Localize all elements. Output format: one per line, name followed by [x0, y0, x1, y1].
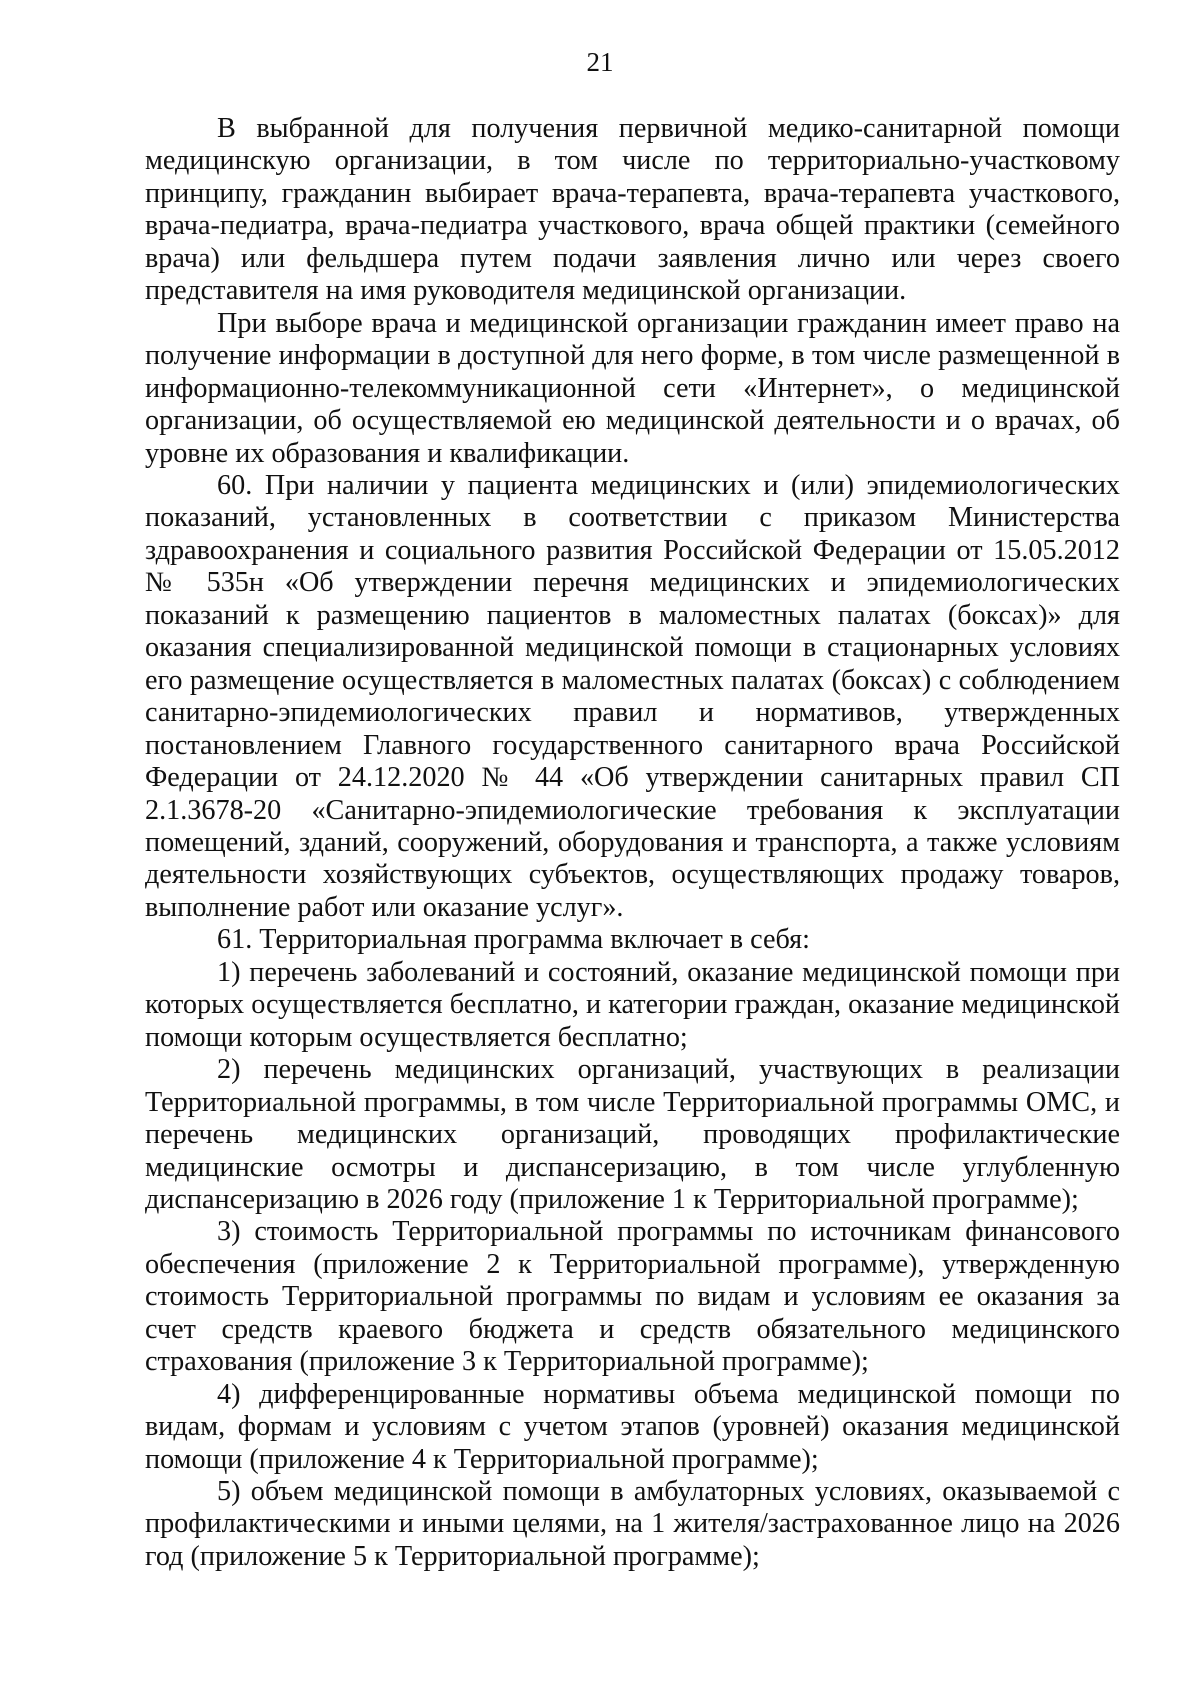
list-item-1: 1) перечень заболеваний и состояний, оказание медицинской помощи при которых осуществляется бесплатно, и категории граждан, оказание медицинской помощи которым осуществляется бесплатно;: [145, 956, 1120, 1053]
list-item-2: 2) перечень медицинских организаций, участвующих в реализации Территориальной программы, в том числе Территориальной программы ОМС, и перечень медицинских организаций, проводящих профилактические медицинские осмотры и диспансеризацию, в том числе углубленную диспансеризацию в 2026 году (приложение 1 к Территориальной программе);: [145, 1054, 1120, 1215]
list-item-5: 5) объем медицинской помощи в амбулаторных условиях, оказываемой с профилактическими и иными целями, на 1 жителя/застрахованное лицо на 2026 год (приложение 5 к Территориальной программе);: [145, 1476, 1120, 1572]
paragraph-item-61: 61. Территориальная программа включает в себя:: [217, 924, 810, 956]
list-item-4: 4) дифференцированные нормативы объема медицинской помощи по видам, формам и условиям с учетом этапов (уровней) оказания медицинской помощи (приложение 4 к Территориальной программе);: [145, 1378, 1120, 1475]
paragraph-doctor-choice: В выбранной для получения первичной медико-санитарной помощи медицинскую организации, в том числе по территориально-участковому принципу, гражданин выбирает врача-терапевта, врача-терапевта участкового, врача-педиатра, врача-педиатра участкового, врача общей практики (семейного врача) или фельдшера путем подачи заявления лично или через своего представителя на имя руководителя медицинской организации.: [145, 113, 1120, 307]
list-item-3: 3) стоимость Территориальной программы по источникам финансового обеспечения (приложение 2 к Территориальной программе), утвержденную стоимость Территориальной программы по видам и условиям ее оказания за счет средств краевого бюджета и средств обязательного медицинского страхования (приложение 3 к Территориальной программе);: [145, 1216, 1120, 1378]
paragraph-information-right: При выборе врача и медицинской организации гражданин имеет право на получение информации в доступной для него форме, в том числе размещенной в информационно-телекоммуникационной сети «Интернет», о медицинской организации, об осуществляемой ею медицинской деятельности и о врачах, об уровне их образования и квалификации.: [145, 307, 1120, 469]
document-body: [145, 113, 1120, 1573]
paragraph-item-60: 60. При наличии у пациента медицинских и (или) эпидемиологических показаний, установленных в соответствии с приказом Министерства здравоохранения и социального развития Российской Федерации от 15.05.2012 № 535н «Об утверждении перечня медицинских и эпидемиологических показаний к размещению пациентов в маломестных палатах (боксах)» для оказания специализированной медицинской помощи в стационарных условиях его размещение осуществляется в маломестных палатах (боксах) с соблюдением санитарно-эпидемиологических правил и нормативов, утвержденных постановлением Главного государственного санитарного врача Российской Федерации от 24.12.2020 № 44 «Об утверждении санитарных правил СП 2.1.3678-20 «Санитарно-эпидемиологические требования к эксплуатации помещений, зданий, сооружений, оборудования и транспорта, а также условиям деятельности хозяйствующих субъектов, осуществляющих продажу товаров, выполнение работ или оказание услуг».: [145, 469, 1120, 923]
page-number: 21: [586, 47, 614, 77]
